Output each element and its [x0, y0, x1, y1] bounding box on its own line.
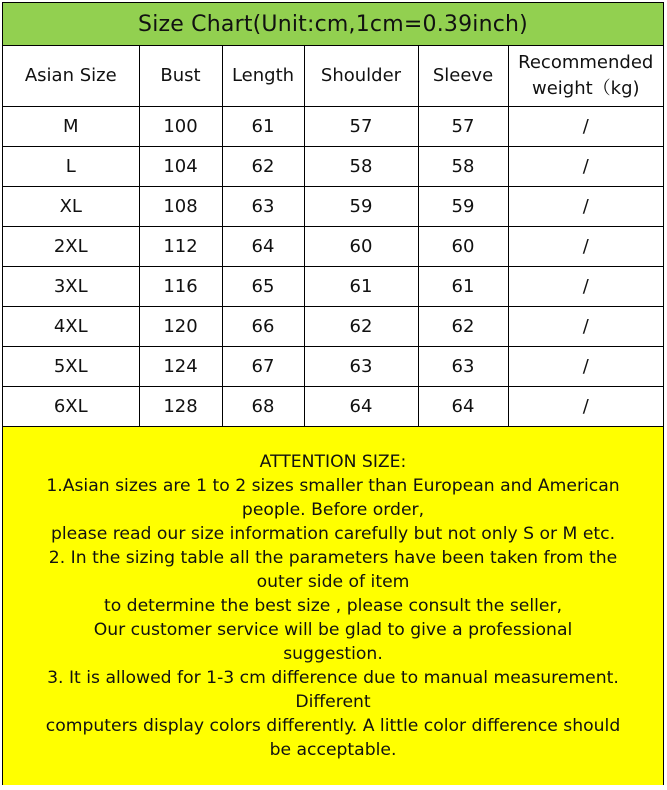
cell-shoulder: 61 — [304, 266, 418, 306]
cell-recommended-weight: / — [508, 346, 663, 386]
table-row — [3, 146, 663, 186]
table-row — [3, 186, 663, 226]
cell-size: 3XL — [3, 266, 139, 306]
cell-bust: 112 — [139, 226, 222, 266]
cell-sleeve: 59 — [418, 186, 508, 226]
header-asian-size: Asian Size — [3, 46, 139, 106]
cell-sleeve: 62 — [418, 306, 508, 346]
cell-recommended-weight: / — [508, 186, 663, 226]
attention-line: suggestion. — [283, 643, 383, 664]
cell-shoulder: 57 — [304, 106, 418, 146]
table-row — [3, 346, 663, 386]
attention-line: please read our size information carefully but not only S or M etc. — [50, 523, 616, 544]
header-sleeve: Sleeve — [418, 46, 508, 106]
cell-bust: 104 — [139, 146, 222, 186]
cell-recommended-weight: / — [508, 226, 663, 266]
header-bust: Bust — [139, 46, 222, 106]
cell-length: 68 — [222, 386, 304, 426]
attention-line: 3. It is allowed for 1-3 cm difference due to manual measurement. — [47, 667, 619, 688]
table-row — [3, 266, 663, 306]
cell-length: 66 — [222, 306, 304, 346]
cell-sleeve: 64 — [418, 386, 508, 426]
cell-size: 5XL — [3, 346, 139, 386]
cell-size: XL — [3, 186, 139, 226]
cell-shoulder: 64 — [304, 386, 418, 426]
cell-length: 65 — [222, 266, 304, 306]
cell-size: M — [3, 106, 139, 146]
size-table-body — [3, 106, 663, 426]
cell-recommended-weight: / — [508, 106, 663, 146]
cell-shoulder: 59 — [304, 186, 418, 226]
cell-sleeve: 63 — [418, 346, 508, 386]
cell-shoulder: 58 — [304, 146, 418, 186]
cell-bust: 116 — [139, 266, 222, 306]
cell-recommended-weight: / — [508, 386, 663, 426]
cell-recommended-weight: / — [508, 266, 663, 306]
cell-sleeve: 61 — [418, 266, 508, 306]
cell-bust: 100 — [139, 106, 222, 146]
cell-length: 67 — [222, 346, 304, 386]
size-chart-title: Size Chart(Unit:cm,1cm=0.39inch) — [3, 3, 663, 46]
attention-line: be acceptable. — [269, 739, 397, 760]
cell-shoulder: 60 — [304, 226, 418, 266]
table-row — [3, 386, 663, 426]
attention-line: Our customer service will be glad to give a professional — [93, 619, 573, 640]
attention-line: computers display colors differently. A little color difference should — [45, 715, 621, 736]
header-recommended-weight — [508, 46, 663, 106]
attention-line: outer side of item — [256, 571, 410, 592]
cell-sleeve: 60 — [418, 226, 508, 266]
cell-size: L — [3, 146, 139, 186]
table-row — [3, 226, 663, 266]
cell-sleeve: 57 — [418, 106, 508, 146]
cell-recommended-weight: / — [508, 306, 663, 346]
table-header-row — [3, 46, 663, 106]
cell-size: 4XL — [3, 306, 139, 346]
size-chart — [2, 2, 664, 785]
cell-recommended-weight: / — [508, 146, 663, 186]
header-shoulder: Shoulder — [304, 46, 418, 106]
attention-line: 1.Asian sizes are 1 to 2 sizes smaller than European and American — [46, 475, 620, 496]
header-recommended-line1: Recommended — [518, 51, 654, 73]
attention-line: Different — [295, 691, 371, 712]
size-table — [3, 46, 663, 427]
table-row — [3, 306, 663, 346]
cell-length: 63 — [222, 186, 304, 226]
cell-sleeve: 58 — [418, 146, 508, 186]
cell-bust: 120 — [139, 306, 222, 346]
cell-shoulder: 63 — [304, 346, 418, 386]
cell-bust: 128 — [139, 386, 222, 426]
cell-length: 62 — [222, 146, 304, 186]
cell-length: 64 — [222, 226, 304, 266]
attention-line: 2. In the sizing table all the parameters have been taken from the — [48, 547, 618, 568]
cell-size: 6XL — [3, 386, 139, 426]
attention-line: to determine the best size , please consult the seller, — [103, 595, 563, 616]
header-length: Length — [222, 46, 304, 106]
cell-length: 61 — [222, 106, 304, 146]
cell-shoulder: 62 — [304, 306, 418, 346]
cell-bust: 108 — [139, 186, 222, 226]
table-row — [3, 106, 663, 146]
cell-size: 2XL — [3, 226, 139, 266]
header-recommended-line2: weight（kg) — [531, 77, 640, 99]
attention-notice — [3, 427, 663, 785]
cell-bust: 124 — [139, 346, 222, 386]
attention-line: people. Before order, — [241, 499, 425, 520]
attention-heading: ATTENTION SIZE: — [259, 451, 407, 472]
